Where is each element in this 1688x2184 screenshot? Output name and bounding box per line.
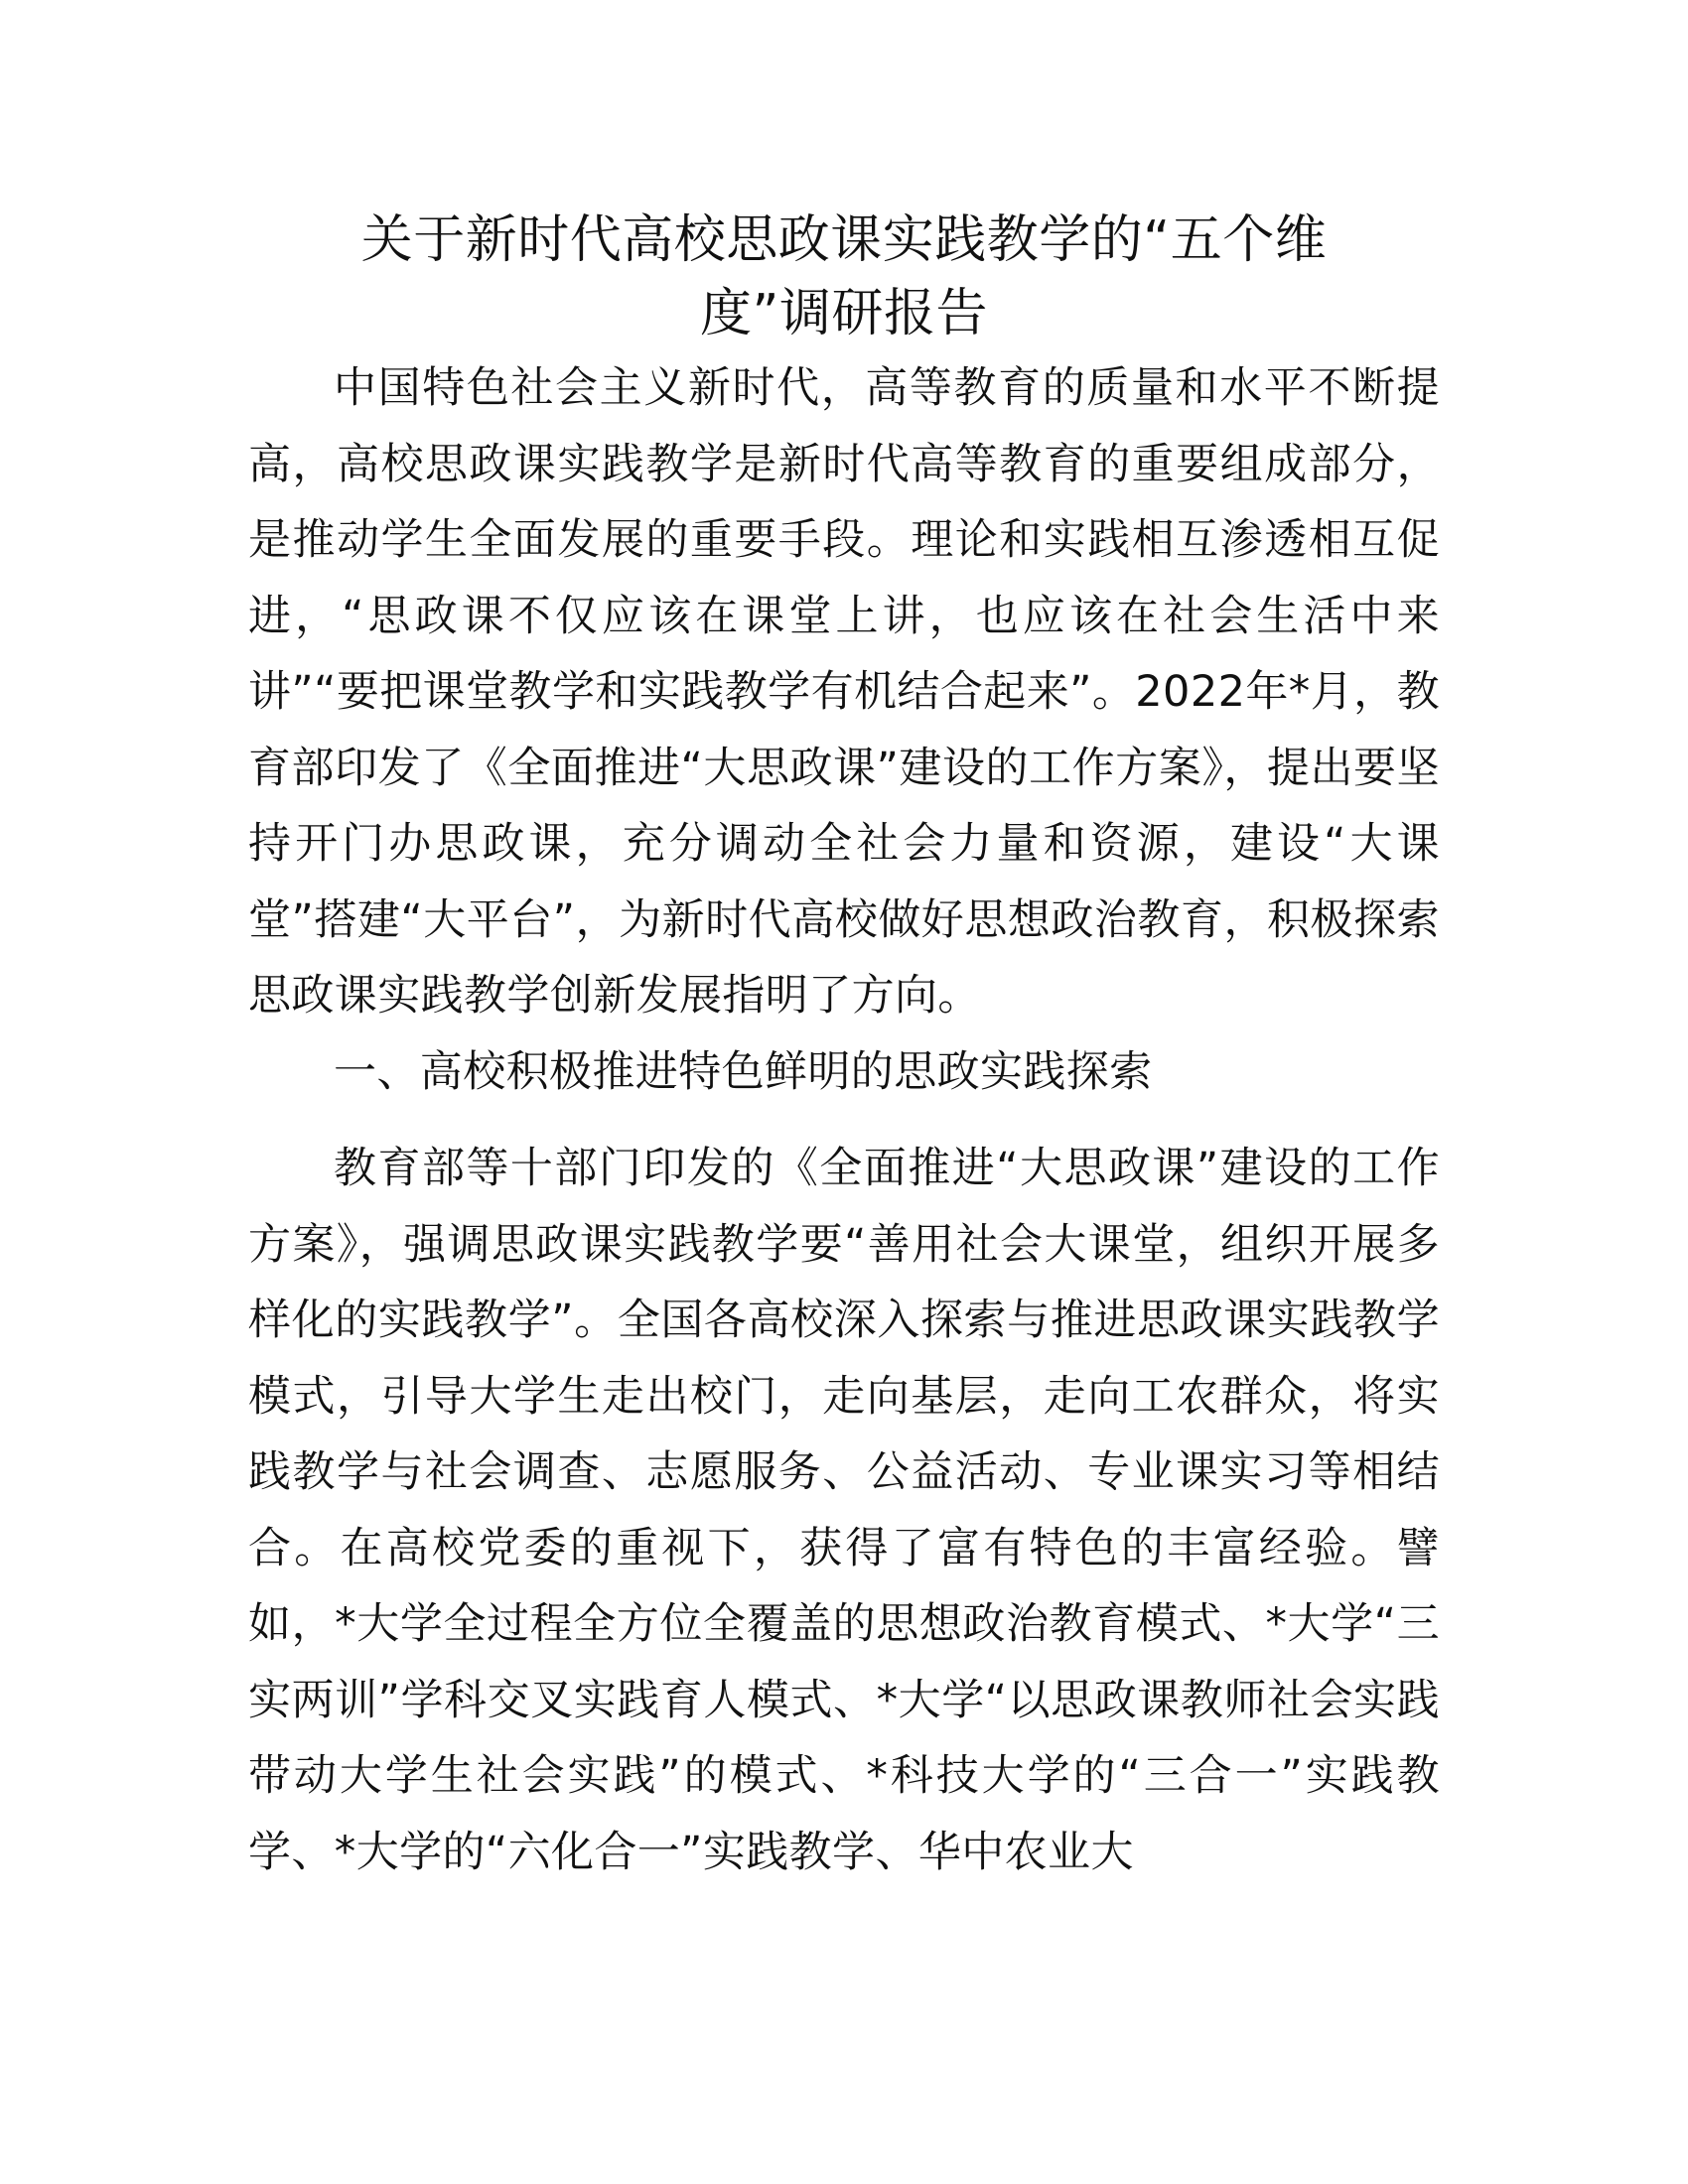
document-title <box>248 204 1440 350</box>
intro-paragraph: 中国特色社会主义新时代，高等教育的质量和水平不断提高，高校思政课实践教学是新时代高等教育的重要组成部分，是推动学生全面发展的重要手段。理论和实践相互渗透相互促进，“思政课不仅应该在课堂上讲，也应该在社会生活中来讲”“要把课堂教学和实践教学有机结合起来”。2022年*月，教育部印发了《全面推进“大思政课”建设的工作方案》，提出要坚持开门办思政课，充分调动全社会力量和资源，建设“大课堂”搭建“大平台”，为新时代高校做好思想政治教育，积极探索思政课实践教学创新发展指明了方向。 <box>248 363 1440 1021</box>
document-body <box>248 204 1440 1890</box>
section-heading: 一、高校积极推进特色鲜明的思政实践探索 <box>334 1046 1153 1097</box>
document-title-line-1: 关于新时代高校思政课实践教学的“五个维 <box>360 210 1328 270</box>
document-title-line-2: 度”调研报告 <box>700 284 988 343</box>
section-paragraph: 教育部等十部门印发的《全面推进“大思政课”建设的工作方案》，强调思政课实践教学要“善用社会大课堂，组织开展多样化的实践教学”。全国各高校深入探索与推进思政课实践教学模式，引导大学生走出校门，走向基层，走向工农群众，将实践教学与社会调查、志愿服务、公益活动、专业课实习等相结合。在高校党委的重视下，获得了富有特色的丰富经验。譬如，*大学全过程全方位全覆盖的思想政治教育模式、*大学“三实两训”学科交叉实践育人模式、*大学“以思政课教师社会实践带动大学生社会实践”的模式、*科技大学的“三合一”实践教学、*大学的“六化合一”实践教学、华中农业大 <box>248 1144 1441 1877</box>
